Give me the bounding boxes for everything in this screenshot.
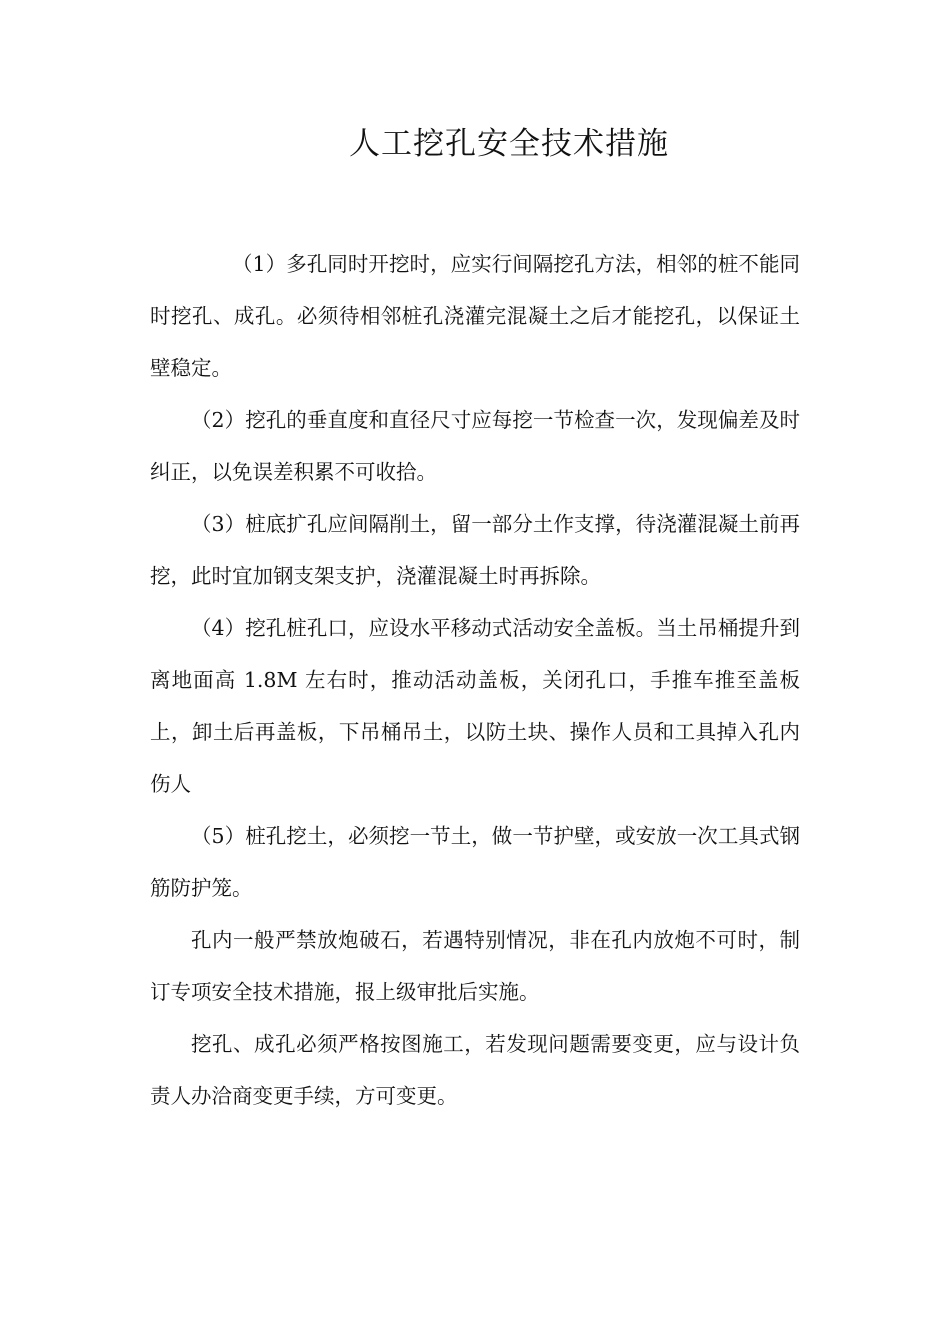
paragraph-7: 挖孔、成孔必须严格按图施工，若发现问题需要变更，应与设计负责人办洽商变更手续，方可变更。 [150,1032,800,1108]
paragraph-5: （5）桩孔挖土，必须挖一节土，做一节护壁，或安放一次工具式钢筋防护笼。 [150,824,800,900]
paragraph-1: （1）多孔同时开挖时，应实行间隔挖孔方法，相邻的桩不能同时挖孔、成孔。必须待相邻桩孔浇灌完混凝土之后才能挖孔，以保证土壁稳定。 [150,252,800,380]
paragraph-6: 孔内一般严禁放炮破石，若遇特别情况，非在孔内放炮不可时，制订专项安全技术措施，报上级审批后实施。 [150,928,800,1004]
paragraph-4: （4）挖孔桩孔口，应设水平移动式活动安全盖板。当土吊桶提升到离地面高 1.8M 左右时，推动活动盖板，关闭孔口，手推车推至盖板上，卸土后再盖板，下吊桶吊土，以防土块、操作人员和工具掉入孔内伤人 [150,616,800,796]
document-title: 人工挖孔安全技术措施 [349,126,669,162]
document-body [150,238,800,1122]
paragraph-3: （3）桩底扩孔应间隔削土，留一部分土作支撑，待浇灌混凝土前再挖，此时宜加钢支架支护，浇灌混凝土时再拆除。 [150,512,800,588]
paragraph-2: （2）挖孔的垂直度和直径尺寸应每挖一节检查一次，发现偏差及时纠正，以免误差积累不可收拾。 [150,408,800,484]
